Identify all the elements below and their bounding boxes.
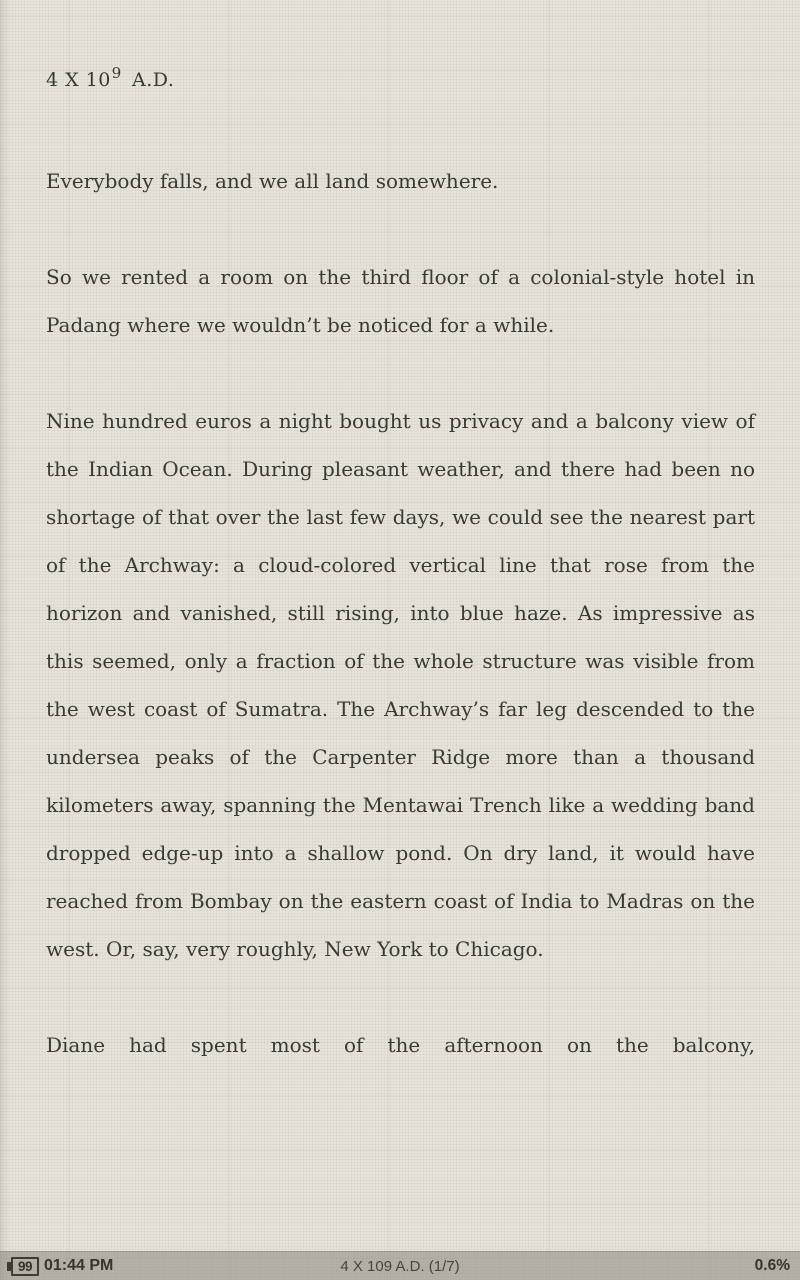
status-bar-left	[0, 1257, 113, 1276]
reader-status-bar	[0, 1251, 800, 1280]
chapter-heading-suffix: A.D.	[132, 69, 175, 91]
chapter-heading-superscript: 9	[111, 63, 122, 82]
book-progress-percent: 0.6%	[754, 1257, 790, 1274]
battery-level: 99	[17, 1258, 33, 1274]
chapter-heading	[46, 63, 755, 95]
chapter-heading-prefix: 4 X 10	[46, 69, 111, 91]
paragraph: Everybody falls, and we all land somewhere.	[46, 169, 499, 193]
clock-time: 01:44 PM	[44, 1257, 114, 1274]
paragraph: Nine hundred euros a night bought us privacy and a balcony view of the Indian Ocean. During pleasant weather, and there had been no shortage of that over the last few days, we could see the nearest part of the Archway: a cloud-colored vertical line that rose from the horizon and vanished, still rising, into blue haze. As impressive as this seemed, only a fraction of the whole structure was visible from the west coast of Sumatra. The Archway’s far leg descended to the undersea peaks of the Carpenter Ridge more than a thousand kilometers away, spanning the Mentawai Trench like a wedding band dropped edge-up into a shallow pond. On dry land, it would have reached from Bombay on the eastern coast of India to Madras on the west. Or, say, very roughly, New York to Chicago.	[46, 409, 755, 961]
page-content	[46, 0, 755, 1117]
book-text	[46, 157, 755, 1069]
battery-icon	[11, 1257, 39, 1276]
paragraph: So we rented a room on the third floor of a colonial-style hotel in Padang where we wouldn’t be noticed for a while.	[46, 265, 755, 337]
paragraph: Diane had spent most of the afternoon on the balcony,	[46, 1033, 755, 1057]
chapter-progress-label: 4 X 109 A.D. (1/7)	[340, 1257, 460, 1275]
